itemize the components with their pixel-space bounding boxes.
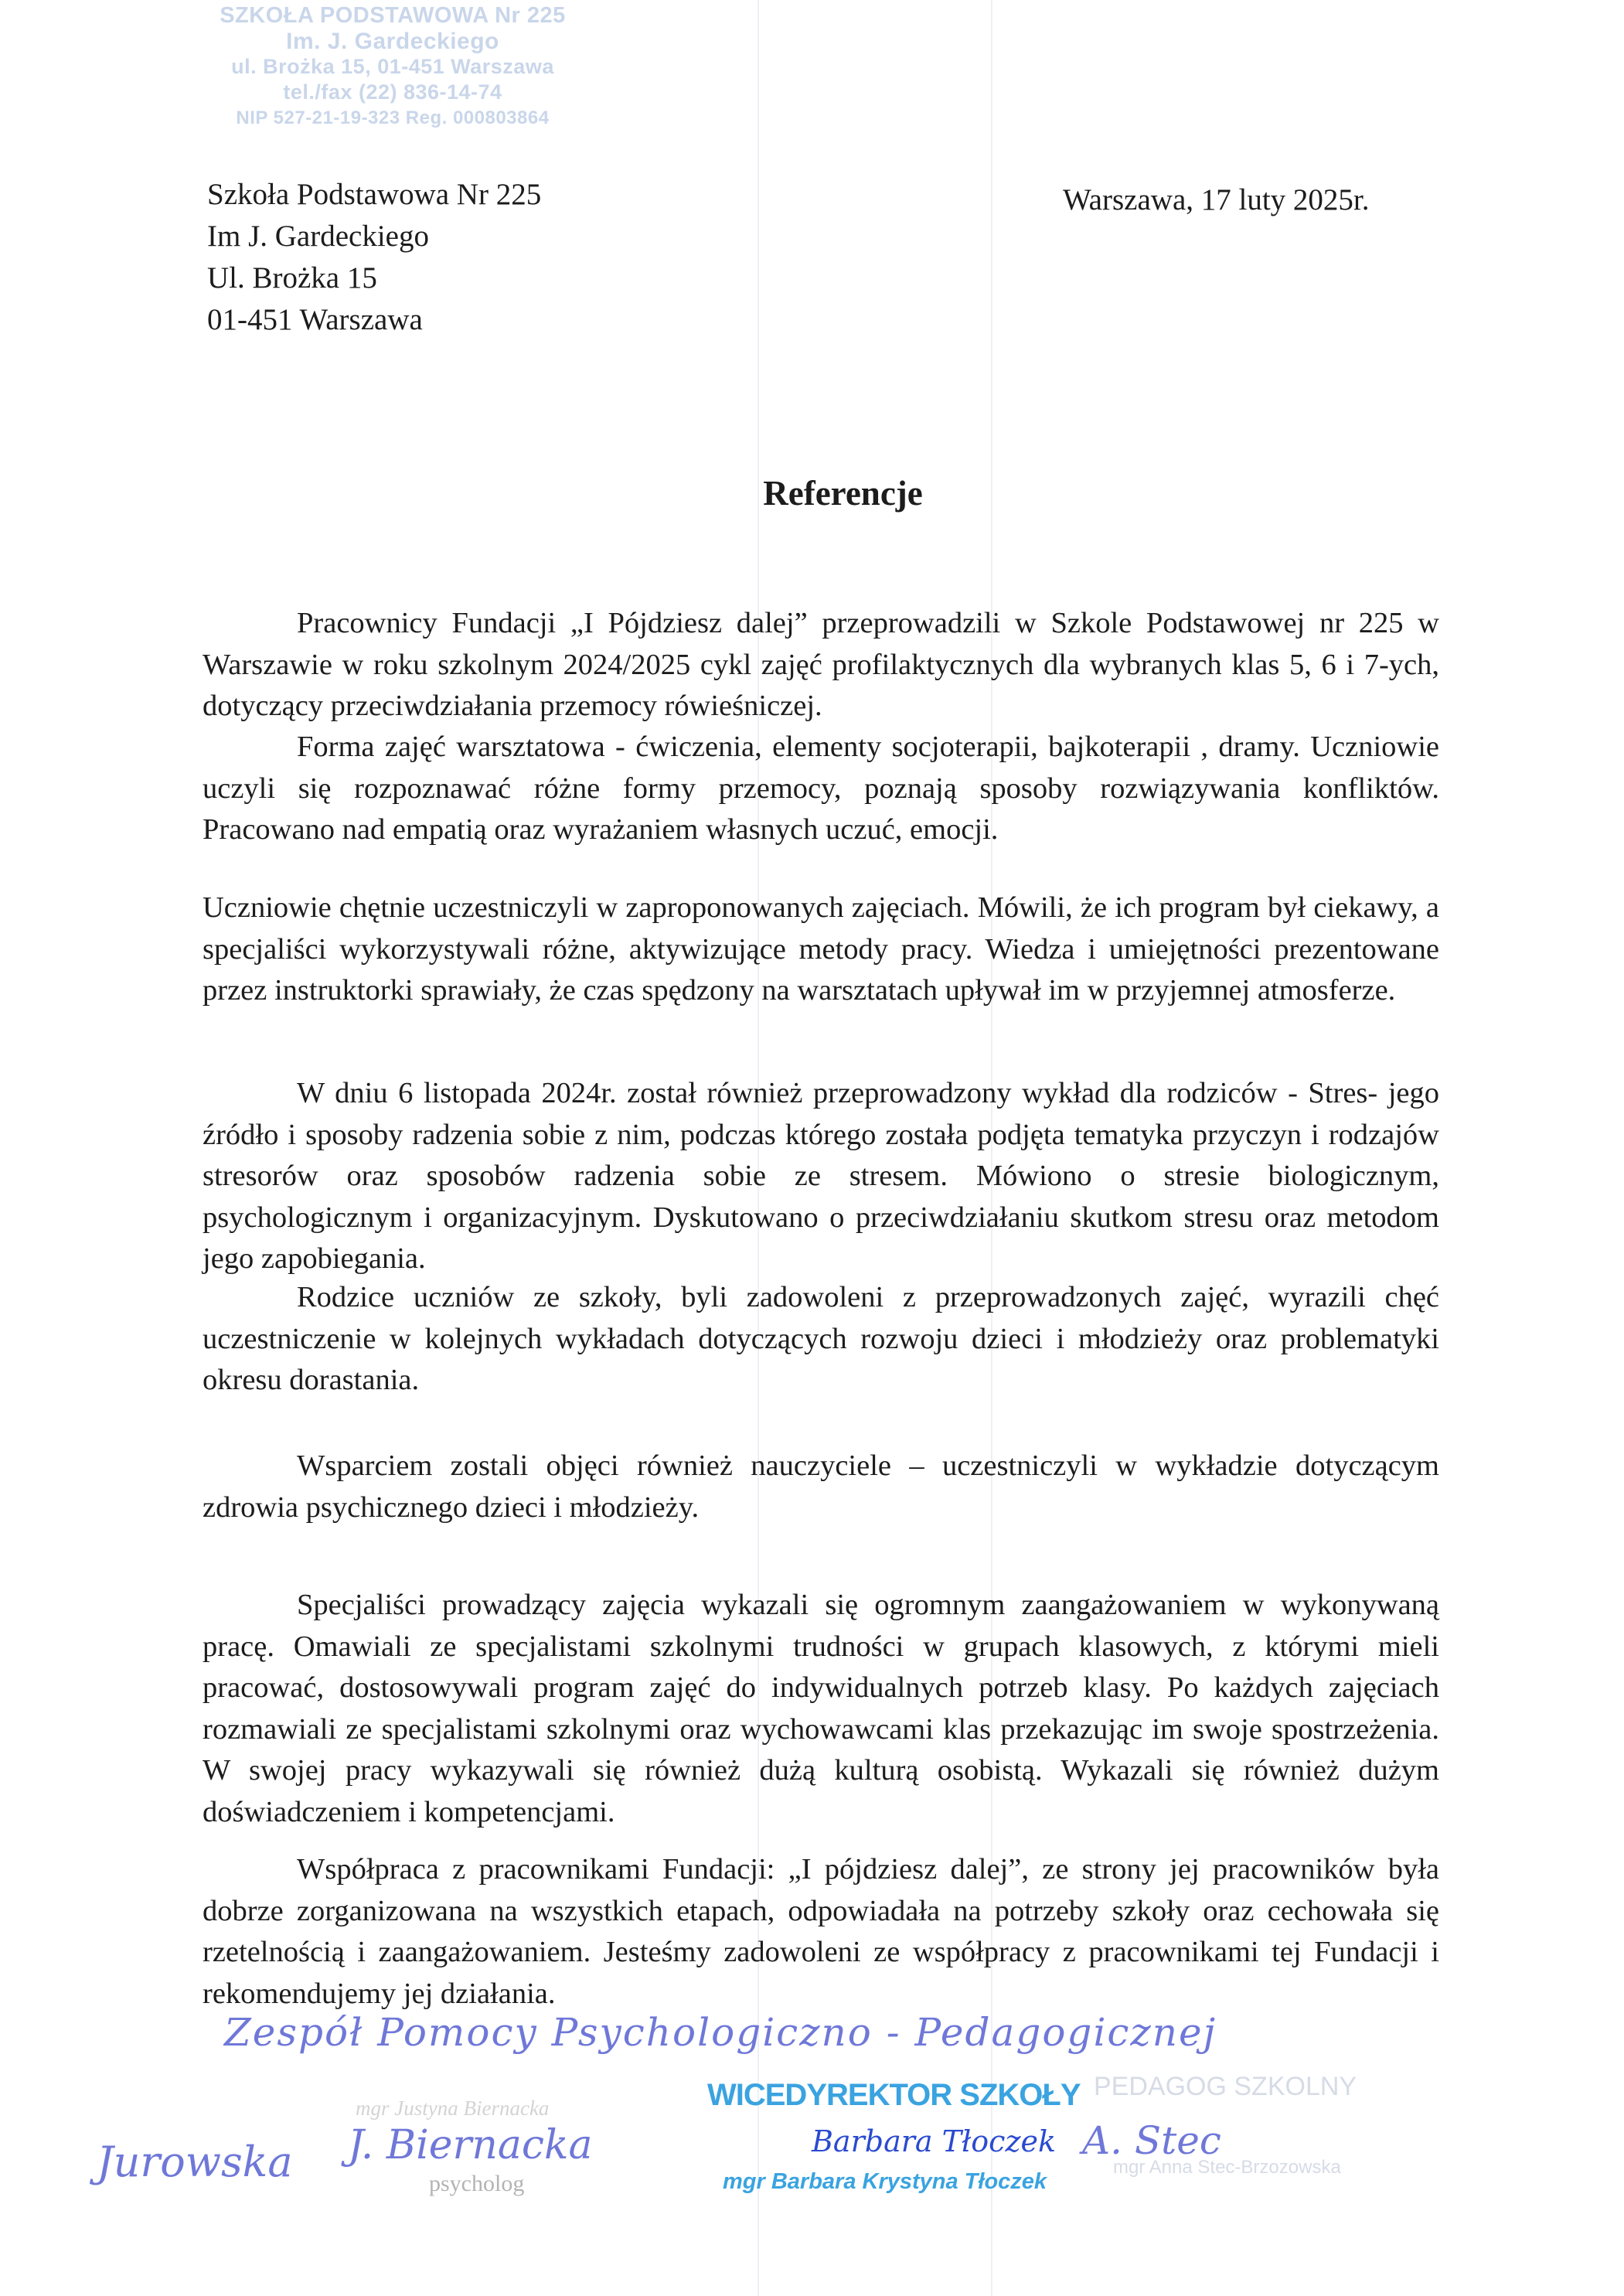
paragraph-text: Uczniowie chętnie uczestniczyli w zaproponowanych zajęciach. Mówili, że ich program był ciekawy, a specjaliści wykorzystywali różne, aktywizujące metody pracy. Wiedza i umiejętności prezentowane przez instruktorki sprawiały, że czas spędzony na warsztatach upływał im w przyjemnej atmosferze. — [203, 891, 1439, 1007]
paragraph-7 — [203, 1585, 1439, 1833]
signature-2: J. Biernacka — [348, 2122, 593, 2168]
vice-director-name: mgr Barbara Krystyna Tłoczek — [723, 2169, 1047, 2194]
stamp-line: NIP 527-21-19-323 Reg. 000803864 — [236, 107, 550, 128]
address-line: 01-451 Warszawa — [207, 303, 423, 336]
pedagogue-title: PEDAGOG SZKOLNY — [1094, 2072, 1357, 2101]
pedagogue-name: mgr Anna Stec-Brzozowska — [1113, 2157, 1341, 2178]
address-line: Im J. Gardeckiego — [207, 220, 429, 253]
paragraph-4 — [203, 1073, 1439, 1280]
letter-date: Warszawa, 17 luty 2025r. — [1063, 183, 1370, 216]
paragraph-text: Współpraca z pracownikami Fundacji: „I pójdziesz dalej”, ze strony jej pracowników była dobrze zorganizowana na wszystkich etapach, odpowiadała na potrzeby szkoły oraz cechowała się rzetelnością i zaangażowaniem. Jesteśmy zadowoleni ze współpracy z pracownikami tej Fundacji i rekomendujemy jej działania. — [203, 1853, 1439, 2010]
paragraph-5 — [203, 1277, 1439, 1402]
paragraph-1 — [203, 603, 1439, 727]
paragraph-6 — [203, 1446, 1439, 1528]
paragraph-2 — [203, 727, 1439, 851]
address-line: Szkoła Podstawowa Nr 225 — [207, 178, 542, 211]
stamp-line: tel./fax (22) 836-14-74 — [283, 80, 502, 104]
paragraph-text: W dniu 6 listopada 2024r. został również przeprowadzony wykład dla rodziców - Stres- jego źródło i sposoby radzenia sobie z nim, podczas którego została podjęta tematyka przyczyn i rodzajów stresorów oraz sposobów radzenia sobie ze stresem. Mówiono o stresie biologicznym, psychologicznym i organizacyjnym. Dyskutowano o przeciwdziałaniu skutkom stresu oraz metodom jego zapobiegania. — [203, 1077, 1439, 1275]
document-title: Referencje — [763, 474, 923, 513]
stamp-line: Im. J. Gardeckiego — [286, 29, 499, 54]
address-line: Ul. Brożka 15 — [207, 261, 377, 295]
paragraph-text: Rodzice uczniów ze szkoły, byli zadowoleni z przeprowadzonych zajęć, wyrazili chęć uczestniczenie w kolejnych wykładach dotyczących rozwoju dzieci i młodzieży oraz problematyki okresu dorastania. — [203, 1281, 1439, 1396]
psychologist-role: psycholog — [429, 2171, 525, 2196]
paragraph-text: Forma zajęć warsztatowa - ćwiczenia, elementy socjoterapii, bajkoterapii , dramy. Uczniowie uczyli się rozpoznawać różne formy przemocy, poznają sposoby rozwiązywania konfliktów. Pracowano nad empatią oraz wyrażaniem własnych uczuć, emocji. — [203, 731, 1439, 846]
psychologist-stamp-name: mgr Justyna Biernacka — [356, 2097, 550, 2120]
paragraph-8 — [203, 1849, 1439, 2015]
paragraph-3 — [203, 887, 1439, 1012]
vice-director-title: WICEDYREKTOR SZKOŁY — [707, 2078, 1081, 2112]
paragraph-text: Wsparciem zostali objęci również nauczyciele – uczestniczyli w wykładzie dotyczącym zdrowia psychicznego dzieci i młodzieży. — [203, 1449, 1439, 1524]
sender-address — [207, 174, 541, 341]
school-stamp — [199, 3, 586, 131]
pedagogue-signature: A. Stec — [1082, 2118, 1221, 2163]
handwritten-team-heading: Zespół Pomocy Psychologiczno - Pedagogicznej — [224, 2010, 1217, 2055]
vice-director-signature: Barbara Tłoczek — [812, 2124, 1056, 2158]
paragraph-text: Pracownicy Fundacji „I Pójdziesz dalej” przeprowadzili w Szkole Podstawowej nr 225 w Warszawie w roku szkolnym 2024/2025 cykl zajęć profilaktycznych dla wybranych klas 5, 6 i 7-ych, dotyczący przeciwdziałania przemocy rówieśniczej. — [203, 607, 1439, 722]
stamp-line: ul. Brożka 15, 01-451 Warszawa — [231, 55, 554, 78]
paragraph-text: Specjaliści prowadzący zajęcia wykazali się ogromnym zaangażowaniem w wykonywaną pracę. Omawiali ze specjalistami szkolnymi trudności w grupach klasowych, z którymi mieli pracować, dostosowywali program zajęć do indywidualnych potrzeb klasy. Po każdych zajęciach rozmawiali ze specjalistami szkolnymi oraz wychowawcami klas przekazując im swoje spostrzeżenia. W swojej pracy wykazywali się również dużą kulturą osobistą. Wykazali się również dużym doświadczeniem i kompetencjami. — [203, 1589, 1439, 1828]
signature-1: Jurowska — [97, 2138, 293, 2186]
stamp-line: SZKOŁA PODSTAWOWA Nr 225 — [220, 3, 566, 28]
